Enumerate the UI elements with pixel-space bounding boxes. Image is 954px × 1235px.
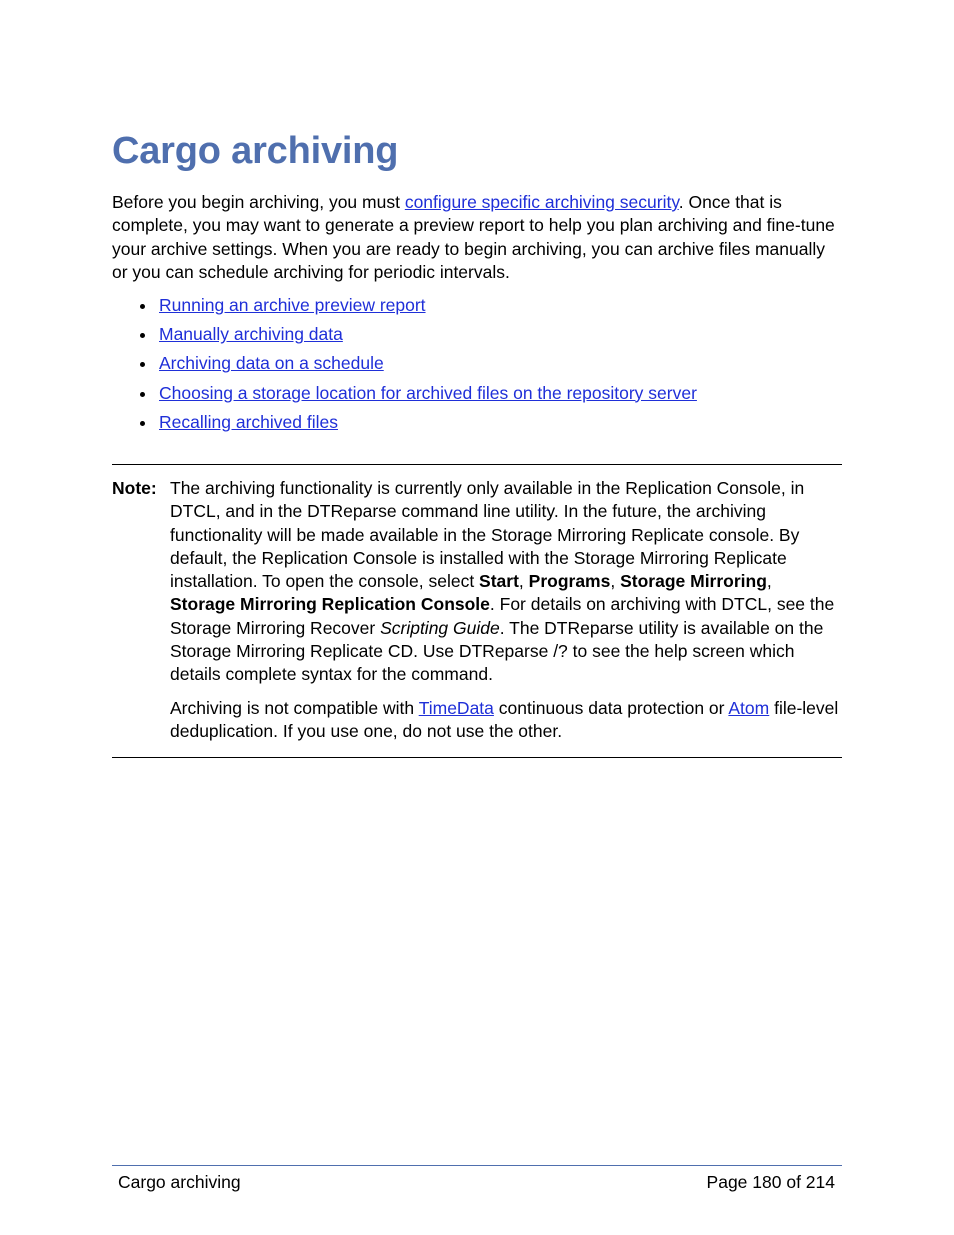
atom-link[interactable]: Atom — [728, 697, 770, 718]
bullet-icon — [140, 304, 145, 309]
bullet-icon — [140, 392, 145, 397]
menu-replication-console: Storage Mirroring Replication Console — [170, 594, 490, 615]
note-text: file-level deduplication. If you use one, do not use the other. — [170, 697, 839, 741]
menu-start: Start — [479, 571, 519, 592]
timedata-link[interactable]: TimeData — [418, 697, 494, 718]
list-item — [112, 294, 697, 323]
separator: , — [610, 571, 621, 592]
scripting-guide-title: Scripting Guide — [380, 617, 500, 638]
note-text: Archiving is not compatible with — [170, 697, 419, 718]
list-item — [112, 382, 697, 411]
bullet-icon — [140, 421, 145, 426]
topic-link-list — [112, 294, 697, 440]
note-text: The archiving functionality is currently only available in the Replication Console, in DTCL, and in the DTReparse command line utility. In the future, the archiving functionality will be made available in the Storage Mirroring Replicate console. By default, the Replication Console is installed with the Storage Mirroring Replicate installation. To open the console, select — [170, 478, 805, 592]
bullet-icon — [140, 333, 145, 338]
note-bottom-divider — [112, 757, 842, 758]
note-text: . The DTReparse utility is available on the Storage Mirroring Replicate CD. Use DTReparse /? to see the help screen which details complete syntax for the command. — [170, 617, 824, 685]
intro-text-start: Before you begin archiving, you must — [112, 192, 405, 212]
configure-security-link[interactable]: configure specific archiving security — [404, 192, 679, 212]
note-top-divider — [112, 464, 842, 465]
menu-programs: Programs — [528, 571, 611, 592]
footer-divider — [112, 1165, 842, 1166]
note-paragraph-2 — [170, 697, 840, 744]
link-manually-archiving-data[interactable]: Manually archiving data — [159, 324, 343, 345]
link-recalling-archived-files[interactable]: Recalling archived files — [159, 411, 338, 432]
separator: , — [518, 571, 529, 592]
intro-text-end: . Once that is complete, you may want to generate a preview report to help you plan archiving and fine-tune your archive settings. When you are ready to begin archiving, you can archive files manually or you can schedule archiving for periodic intervals. — [112, 192, 835, 282]
link-archiving-on-schedule[interactable]: Archiving data on a schedule — [159, 353, 384, 374]
footer-section-title: Cargo archiving — [118, 1172, 241, 1192]
list-item — [112, 411, 697, 440]
note-body — [170, 477, 840, 753]
page-title: Cargo archiving — [112, 130, 399, 172]
link-storage-location[interactable]: Choosing a storage location for archived files on the repository server — [159, 382, 697, 403]
list-item — [112, 352, 697, 381]
note-text: continuous data protection or — [493, 697, 729, 718]
note-text: . For details on archiving with DTCL, see the Storage Mirroring Recover — [170, 594, 835, 638]
link-archive-preview-report[interactable]: Running an archive preview report — [159, 295, 426, 315]
list-item — [112, 323, 697, 352]
bullet-icon — [140, 362, 145, 367]
note-label: Note: — [112, 478, 157, 498]
intro-paragraph — [112, 191, 837, 284]
menu-storage-mirroring: Storage Mirroring — [620, 571, 767, 592]
note-paragraph-1 — [170, 477, 840, 687]
footer-page-number: Page 180 of 214 — [706, 1172, 835, 1192]
separator: , — [766, 571, 772, 592]
